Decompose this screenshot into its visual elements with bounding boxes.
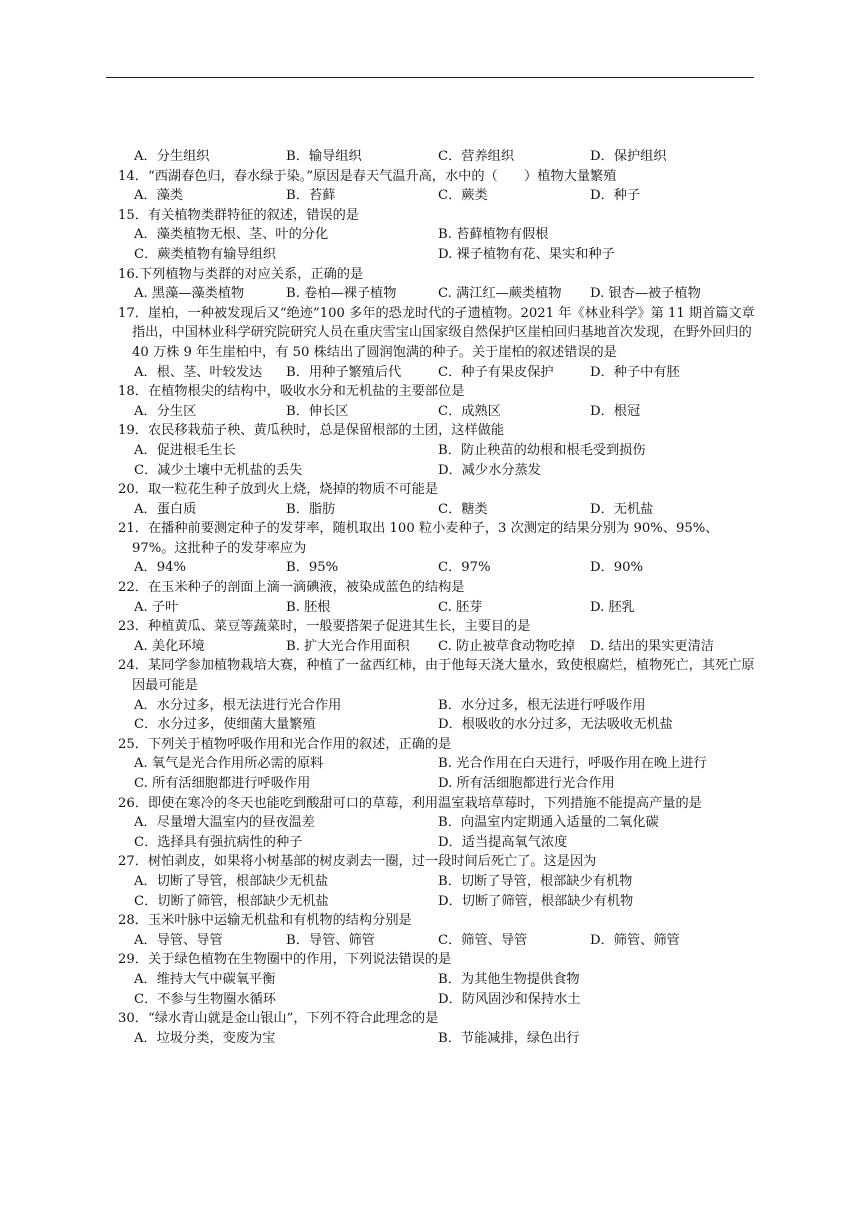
question-list	[118, 147, 758, 1048]
answer-option: C．减少土壤中无机盐的丢失	[134, 462, 303, 478]
option-row	[118, 833, 758, 853]
option-row	[118, 441, 758, 461]
answer-option: B．为其他生物提供食物	[438, 971, 580, 987]
answer-option: B. 胚根	[286, 599, 331, 615]
answer-option: C．切断了筛管，根部缺少无机盐	[134, 893, 329, 909]
question-stem: 25．下列关于植物呼吸作用和光合作用的叙述，正确的是	[118, 736, 452, 752]
question-stem: 28．玉米叶脉中运输无机盐和有机物的结构分别是	[118, 913, 412, 929]
option-row	[118, 970, 758, 990]
question-stem: 23．种植黄瓜、菜豆等蔬菜时，一般要搭架子促进其生长，主要目的是	[118, 619, 531, 635]
question-stem: 30．“绿水青山就是金山银山”，下列不符合此理念的是	[118, 1011, 439, 1027]
answer-option: B．切断了导管，根部缺少有机物	[438, 873, 633, 889]
answer-option: D．90%	[590, 560, 644, 576]
answer-option: A．尽量增大温室内的昼夜温差	[134, 815, 315, 831]
option-row	[118, 500, 758, 520]
answer-option: C．糖类	[438, 501, 488, 517]
answer-option: A．导管、导管	[134, 932, 223, 948]
answer-option: C. 胚芽	[438, 599, 483, 615]
answer-option: A. 美化环境	[134, 638, 205, 654]
answer-option: D．切断了筛管，根部缺少有机物	[438, 893, 634, 909]
answer-option: C．不参与生物圈水循环	[134, 991, 276, 1007]
option-row	[118, 186, 758, 206]
question-stem: 29．关于绿色植物在生物圈中的作用，下列说法错误的是	[118, 952, 452, 968]
answer-option: D．筛管、筛管	[590, 932, 680, 948]
answer-option: B．向温室内定期通入适量的二氧化碳	[438, 815, 659, 831]
answer-option: A．垃圾分类，变废为宝	[134, 1030, 276, 1046]
answer-option: A. 氧气是光合作用所必需的原料	[134, 756, 324, 772]
question-stem: 21．在播种前要测定种子的发芽率，随机取出 100 粒小麦种子，3 次测定的结果分别为 90%、95%、97%。这批种子的发芽率应为	[118, 521, 719, 556]
answer-option: B．防止秧苗的幼根和根毛受到损伤	[438, 442, 646, 458]
option-row	[118, 696, 758, 716]
answer-option: C．营养组织	[438, 149, 515, 164]
question-stem: 22．在玉米种子的剖面上滴一滴碘液，被染成蓝色的结构是	[118, 580, 465, 596]
option-row	[118, 363, 758, 383]
question-stem: 26．即使在寒冷的冬天也能吃到酸甜可口的草莓，利用温室栽培草莓时，下列措施不能提高产量的是	[118, 795, 702, 811]
answer-option: D. 所有活细胞都进行光合作用	[438, 776, 615, 791]
answer-option: A．维持大气中碳氧平衡	[134, 971, 276, 987]
answer-option: A．蛋白质	[134, 501, 197, 517]
answer-option: C. 所有活细胞都进行呼吸作用	[134, 776, 311, 791]
answer-option: D. 胚乳	[590, 599, 635, 615]
answer-option: C．水分过多，使细菌大量繁殖	[134, 717, 316, 733]
answer-option: C．选择具有强抗病性的种子	[134, 834, 303, 850]
option-row	[118, 990, 758, 1010]
header-rule	[106, 77, 754, 78]
answer-option: B. 卷柏—裸子植物	[286, 286, 397, 302]
answer-option: D．减少水分蒸发	[438, 462, 541, 478]
question-stem: 20．取一粒花生种子放到火上烧，烧掉的物质不可能是	[118, 482, 439, 498]
option-row	[118, 892, 758, 912]
option-row	[118, 1029, 758, 1049]
option-row	[118, 402, 758, 422]
answer-option: C．97%	[438, 560, 491, 576]
answer-option: D. 银杏—被子植物	[590, 286, 701, 302]
option-row	[118, 558, 758, 578]
option-row	[118, 147, 758, 167]
question-stem: 17．崖柏，一种被发现后又“绝迹”100 多年的恐龙时代的孑遗植物。2021 年《林业科学》第 11 期首篇文章指出，中国林业科学研究院研究人员在重庆雪宝山国家级自然保护区崖柏回归基地首次发现，在野外回归的 40 万株 9 年生崖柏中，有 50 株结出了圆润饱满的种子。关于崖柏的叙述错误的是	[118, 305, 755, 360]
answer-option: A．94%	[134, 560, 187, 576]
answer-option: C. 防止被草食动物吃掉	[438, 638, 575, 654]
answer-option: B. 扩大光合作用面积	[286, 638, 410, 654]
option-row	[118, 637, 758, 657]
answer-option: D．根吸收的水分过多，无法吸收无机盐	[438, 717, 673, 733]
answer-option: D. 裸子植物有花、果实和种子	[438, 246, 615, 262]
option-row	[118, 598, 758, 618]
answer-option: A．根、茎、叶较发达	[134, 364, 263, 380]
answer-option: B．脂肪	[286, 501, 336, 517]
answer-option: C．筛管、导管	[438, 932, 528, 948]
answer-option: A．分生组织	[134, 149, 210, 164]
question-stem: 16.下列植物与类群的对应关系，正确的是	[118, 266, 364, 282]
question-stem: 18．在植物根尖的结构中，吸收水分和无机盐的主要部位是	[118, 384, 465, 400]
answer-option: D．保护组织	[590, 149, 667, 164]
option-row	[118, 461, 758, 481]
answer-option: C. 满江红—蕨类植物	[438, 286, 562, 302]
option-row	[118, 754, 758, 774]
question-stem: 27．树怕剥皮，如果将小树基部的树皮剥去一圈，过一段时间后死亡了。这是因为	[118, 854, 597, 870]
question-stem: 19．农民移栽茄子秧、黄瓜秧时，总是保留根部的土团，这样做能	[118, 423, 505, 439]
question-stem: 15．有关植物类群特征的叙述，错误的是	[118, 207, 359, 223]
option-row	[118, 774, 758, 794]
answer-option: B．苔藓	[286, 188, 336, 204]
answer-option: B．用种子繁殖后代	[286, 364, 402, 380]
answer-option: D．种子	[590, 188, 641, 204]
answer-option: C．成熟区	[438, 403, 501, 419]
answer-option: A．促进根毛生长	[134, 442, 236, 458]
answer-option: D．适当提高氧气浓度	[438, 834, 568, 850]
answer-option: A．藻类植物无根、茎、叶的分化	[134, 227, 329, 243]
answer-option: D. 结出的果实更清洁	[590, 638, 714, 654]
answer-option: A．切断了导管，根部缺少无机盐	[134, 873, 329, 889]
option-row	[118, 225, 758, 245]
option-row	[118, 931, 758, 951]
answer-option: B．节能减排，绿色出行	[438, 1030, 580, 1046]
answer-option: C．蕨类	[438, 188, 488, 204]
question-stem: 24．某同学参加植物栽培大赛，种植了一盆西红柿，由于他每天浇大量水，致使根腐烂，植物死亡，其死亡原因最可能是	[118, 658, 755, 694]
question-stem: 14．“西湖春色归，春水绿于染。”原因是春天气温升高，水中的（ ）植物大量繁殖	[118, 168, 617, 184]
option-row	[118, 715, 758, 735]
answer-option: B．伸长区	[286, 403, 349, 419]
answer-option: D．无机盐	[590, 501, 654, 517]
answer-option: C．蕨类植物有输导组织	[134, 246, 276, 262]
answer-option: A. 子叶	[134, 599, 179, 615]
option-row	[118, 284, 758, 304]
answer-option: A．藻类	[134, 188, 184, 204]
answer-option: B. 苔藓植物有假根	[438, 227, 549, 243]
answer-option: D．防风固沙和保持水土	[438, 991, 581, 1007]
answer-option: D．种子中有胚	[590, 364, 680, 380]
answer-option: B．95%	[286, 560, 339, 576]
answer-option: B. 光合作用在白天进行，呼吸作用在晚上进行	[438, 756, 707, 772]
answer-option: A. 黑藻—藻类植物	[134, 286, 245, 302]
option-row	[118, 813, 758, 833]
answer-option: C．种子有果皮保护	[438, 364, 554, 380]
answer-option: B．导管、筛管	[286, 932, 375, 948]
answer-option: B．水分过多，根无法进行呼吸作用	[438, 697, 646, 713]
answer-option: D．根冠	[590, 403, 641, 419]
answer-option: A．水分过多，根无法进行光合作用	[134, 697, 342, 713]
answer-option: A．分生区	[134, 403, 197, 419]
answer-option: B．输导组织	[286, 149, 362, 164]
option-row	[118, 245, 758, 265]
option-row	[118, 872, 758, 892]
